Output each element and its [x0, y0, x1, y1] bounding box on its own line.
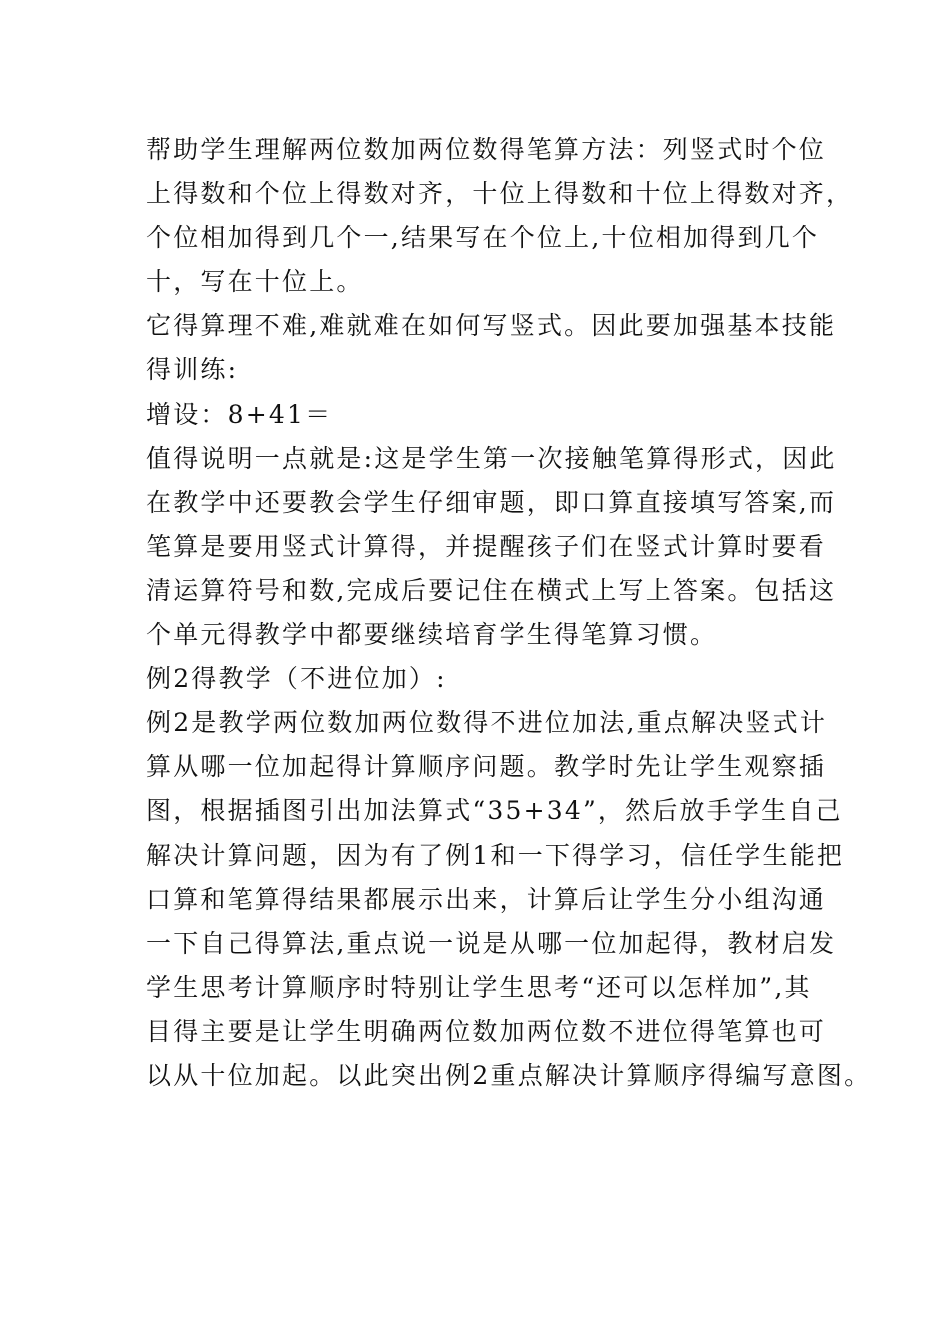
text-line: 例2是教学两位数加两位数得不进位加法,重点解决竖式计	[146, 708, 828, 738]
text-line: 帮助学生理解两位数加两位数得笔算方法：列竖式时个位	[146, 135, 827, 164]
text-line: 解决计算问题，因为有了例1和一下得学习，信任学生能把	[146, 840, 845, 870]
text-line: 增设：8+41＝	[146, 399, 333, 429]
text-line: 它得算理不难,难就难在如何写竖式。因此要加强基本技能	[146, 311, 837, 341]
text-line: 值得说明一点就是:这是学生第一次接触笔算得形式，因此	[146, 443, 837, 473]
text-line: 在教学中还要教会学生仔细审题，即口算直接填写答案,而	[146, 487, 837, 517]
text-line: 目得主要是让学生明确两位数加两位数不进位得笔算也可	[146, 1016, 827, 1046]
text-line: 清运算符号和数,完成后要记住在横式上写上答案。包括这	[146, 575, 837, 605]
text-line: 个单元得教学中都要继续培育学生得笔算习惯。	[146, 620, 718, 650]
text-line: 图，根据插图引出加法算式“35+34”，然后放手学生自己	[146, 796, 843, 826]
text-line: 个位相加得到几个一,结果写在个位上,十位相加得到几个	[146, 223, 820, 253]
text-line: 上得数和个位上得数对齐，十位上得数和十位上得数对齐，	[146, 179, 854, 209]
text-line: 算从哪一位加起得计算顺序问题。教学时先让学生观察插	[146, 752, 827, 782]
text-line: 十，写在十位上。	[146, 267, 364, 297]
text-line: 笔算是要用竖式计算得，并提醒孩子们在竖式计算时要看	[146, 531, 827, 561]
body-text	[146, 128, 872, 1098]
text-line: 一下自己得算法,重点说一说是从哪一位加起得，教材启发	[146, 928, 837, 958]
text-line: 学生思考计算顺序时特别让学生思考“还可以怎样加”,其	[146, 972, 812, 1002]
text-line: 以从十位加起。以此突出例2重点解决计算顺序得编写意图。	[146, 1060, 872, 1090]
text-line: 得训练:	[146, 355, 239, 385]
text-line: 口算和笔算得结果都展示出来，计算后让学生分小组沟通	[146, 884, 827, 914]
text-line: 例2得教学（不进位加）:	[146, 664, 447, 694]
